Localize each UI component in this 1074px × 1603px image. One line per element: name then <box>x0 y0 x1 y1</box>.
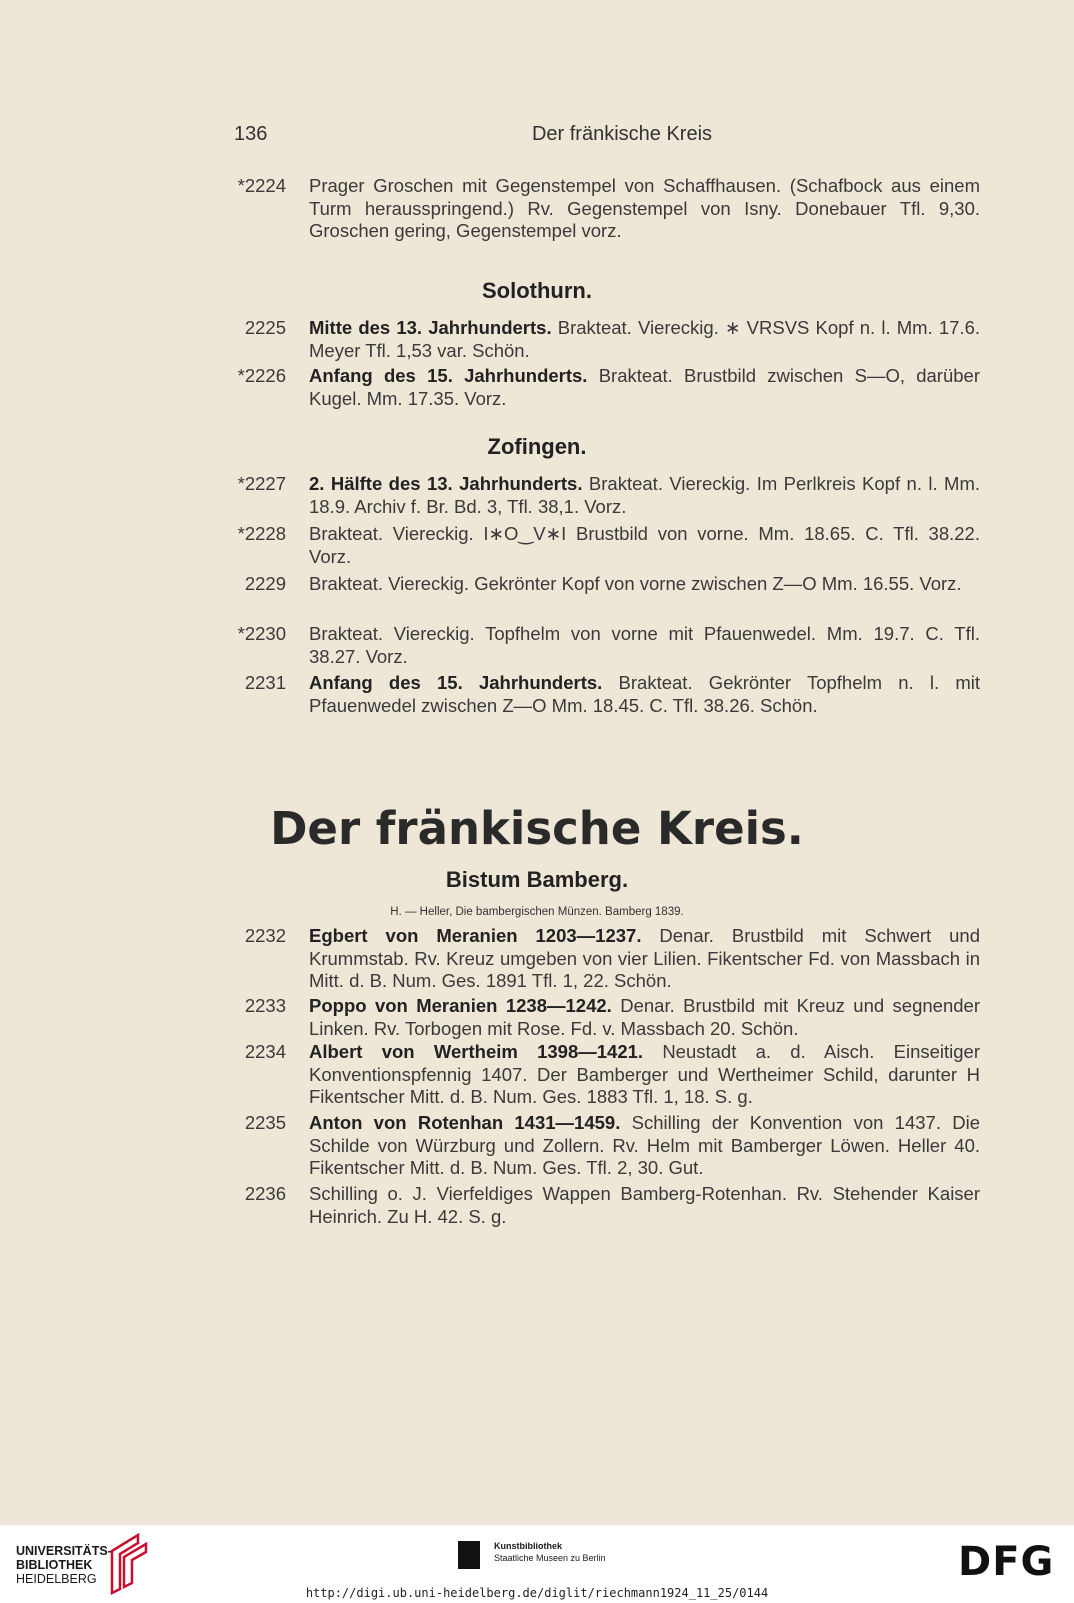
entry-number: 2231 <box>244 672 286 693</box>
entry-number: *2230 <box>237 623 286 644</box>
entry-number: 2234 <box>244 1041 286 1062</box>
catalog-entry <box>228 925 980 993</box>
ub-heidelberg-logo-text <box>16 1544 112 1586</box>
entry-text: Schilling o. J. Vierfeldiges Wappen Bamberg-Rotenhan. Rv. Stehender Kaiser Heinrich. Zu H. 42. S. g. <box>309 1183 980 1227</box>
entry-number: 2235 <box>244 1112 286 1133</box>
entry-heading: 2. Hälfte des 13. Jahrhunderts. <box>309 473 583 494</box>
entry-number: 2232 <box>244 925 286 946</box>
entry-number: 2225 <box>244 317 286 338</box>
bibliographic-reference: H. — Heller, Die bambergischen Münzen. Bamberg 1839. <box>390 906 684 918</box>
entry-text: Denar. Brustbild mit Kreuz und segnender Linken. Rv. Torbogen mit Rose. Fd. v. Massbach 20. Schön. <box>309 995 980 1039</box>
catalog-entry <box>228 995 980 1040</box>
catalog-entry <box>228 473 980 518</box>
entry-text: Brakteat. Viereckig. Topfhelm von vorne mit Pfauenwedel. Mm. 19.7. C. Tfl. 38.27. Vorz. <box>309 623 980 667</box>
entry-text: Brakteat. Brustbild zwischen S—O, darüber Kugel. Mm. 17.35. Vorz. <box>309 365 980 409</box>
ub-line-3: HEIDELBERG <box>16 1572 97 1586</box>
entry-heading: Anfang des 15. Jahrhunderts. <box>309 672 603 693</box>
entry-heading: Albert von Wertheim 1398—1421. <box>309 1041 644 1062</box>
catalog-entry <box>228 623 980 668</box>
entry-number: *2227 <box>237 473 286 494</box>
permalink-url[interactable]: http://digi.ub.uni-heidelberg.de/diglit/riechmann1924_11_25/0144 <box>305 1586 769 1600</box>
entry-number: 2233 <box>244 995 286 1016</box>
entry-text: Brakteat. Viereckig. ∗ VRSVS Kopf n. l. Mm. 17.6. Meyer Tfl. 1,53 var. Schön. <box>309 317 981 361</box>
entry-number: 2229 <box>244 573 286 594</box>
kb-line-2: Staatliche Museen zu Berlin <box>494 1553 606 1563</box>
running-title: Der fränkische Kreis <box>531 123 713 145</box>
kunstbibliothek-logo-text <box>494 1540 606 1564</box>
entry-text: Brakteat. Gekrönter Topfhelm n. l. mit Pfauenwedel zwischen Z—O Mm. 18.45. C. Tfl. 38.26. Schön. <box>309 672 980 716</box>
entry-text: Prager Groschen mit Gegenstempel von Schaffhausen. (Schafbock aus einem Turm herausspringend.) Rv. Gegenstempel von Isny. Donebauer Tfl. 9,30. Groschen gering, Gegenstempel vorz. <box>309 175 980 241</box>
dfg-logo: DFG <box>958 1539 1055 1585</box>
ub-line-1: UNIVERSITÄTS- <box>16 1544 112 1558</box>
catalog-entry <box>228 1112 980 1180</box>
catalog-entry <box>228 365 980 410</box>
entry-number: 2236 <box>244 1183 286 1204</box>
ub-line-2: BIBLIOTHEK <box>16 1558 93 1572</box>
entry-text: Neustadt a. d. Aisch. Einseitiger Konventionspfennig 1407. Der Bamberger und Wertheimer Schild, darunter H Fikentscher Mitt. d. B. Num. Ges. 1883 Tfl. 1, 18. S. g. <box>309 1041 980 1107</box>
entry-number: *2224 <box>237 175 286 196</box>
kunstbibliothek-logo-icon <box>458 1541 480 1569</box>
page-number: 136 <box>234 123 268 145</box>
catalog-entry <box>228 573 980 596</box>
entry-number: *2228 <box>237 523 286 544</box>
entry-text: Brakteat. Viereckig. Im Perlkreis Kopf n. l. Mm. 18.9. Archiv f. Br. Bd. 3, Tfl. 38,1. Vorz. <box>309 473 981 517</box>
section-heading-solothurn: Solothurn. <box>482 278 592 303</box>
catalog-entry <box>228 1183 980 1228</box>
digitization-footer <box>0 1525 1074 1603</box>
catalog-entry <box>228 1041 980 1109</box>
entry-number: *2226 <box>237 365 286 386</box>
kb-line-1: Kunstbibliothek <box>494 1541 562 1551</box>
entry-heading: Poppo von Meranien 1238—1242. <box>309 995 612 1016</box>
catalog-entry <box>228 523 980 568</box>
entry-heading: Mitte des 13. Jahrhunderts. <box>309 317 552 338</box>
entry-heading: Anton von Rotenhan 1431—1459. <box>309 1112 621 1133</box>
entry-text: Brakteat. Viereckig. I∗O‿V∗I Brustbild von vorne. Mm. 18.65. C. Tfl. 38.22. Vorz. <box>309 523 980 567</box>
entry-text: Brakteat. Viereckig. Gekrönter Kopf von vorne zwischen Z—O Mm. 16.55. Vorz. <box>309 573 962 594</box>
catalog-entry <box>228 317 980 362</box>
entry-heading: Anfang des 15. Jahrhunderts. <box>309 365 588 386</box>
section-heading-bamberg: Bistum Bamberg. <box>445 867 629 892</box>
entry-text: Denar. Brustbild mit Schwert und Krummstab. Rv. Kreuz umgeben von vier Lilien. Fikentscher Fd. von Massbach in Mitt. d. B. Num. Ges. 1891 Tfl. 1, 22. Schön. <box>309 925 980 991</box>
entry-text: Schilling der Konvention von 1437. Die Schilde von Würzburg und Zollern. Rv. Helm mit Bamberger Löwen. Heller 40. Fikentscher Mitt. d. B. Num. Ges. Tfl. 2, 30. Gut. <box>309 1112 980 1178</box>
chapter-title: Der fränkische Kreis. <box>270 802 804 855</box>
catalog-entry <box>228 672 980 717</box>
entry-heading: Egbert von Meranien 1203—1237. <box>309 925 642 946</box>
section-heading-zofingen: Zofingen. <box>487 434 587 459</box>
catalog-entry <box>228 175 980 243</box>
